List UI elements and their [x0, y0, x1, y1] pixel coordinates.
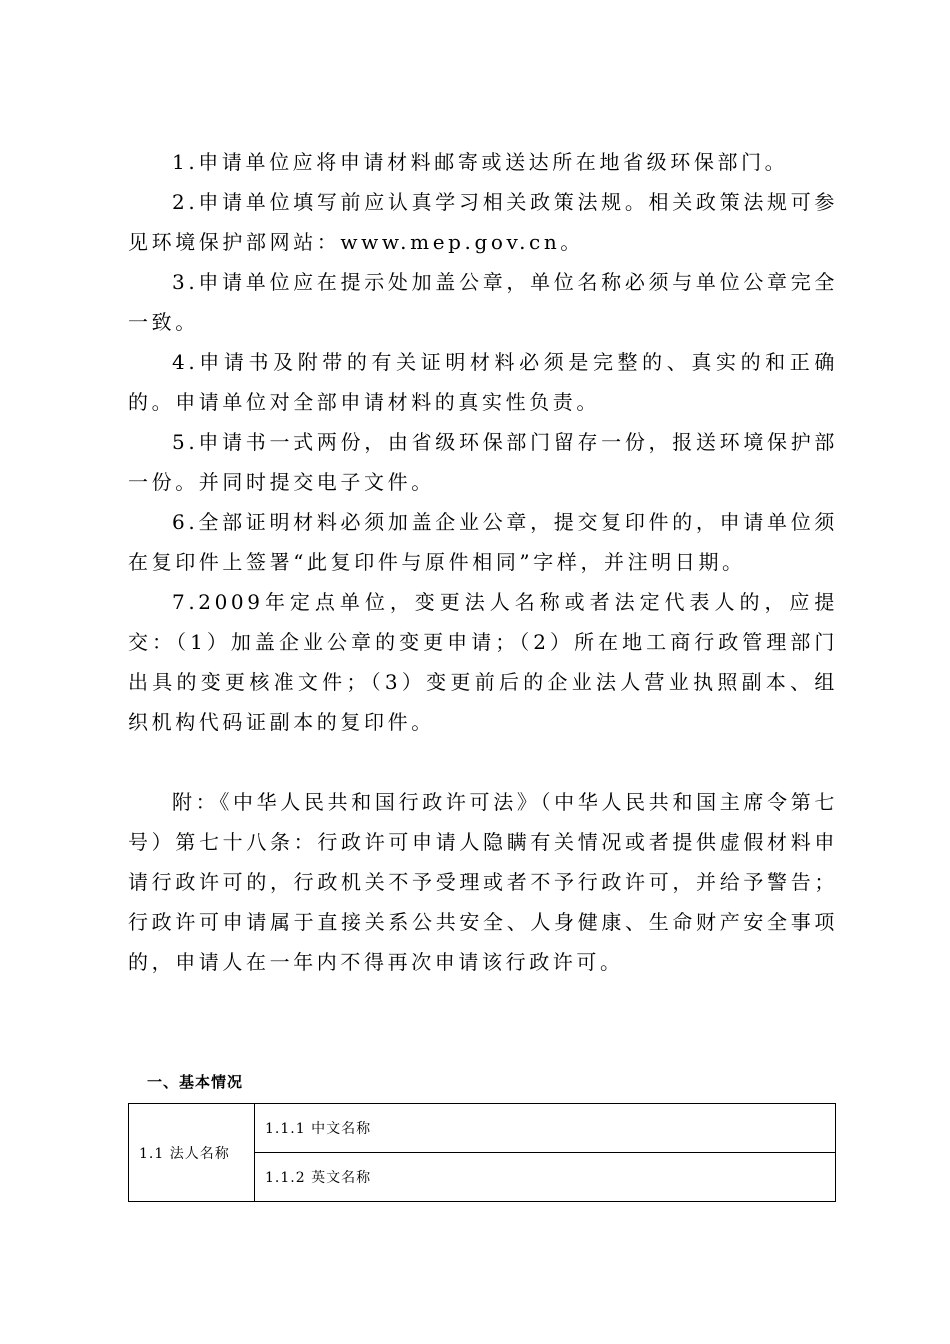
- note-1: 1.申请单位应将申请材料邮寄或送达所在地省级环保部门。: [172, 150, 789, 174]
- legal-name-label: 1.1 法人名称: [129, 1104, 255, 1202]
- note-5: 5.申请书一式两份，由省级环保部门留存一份，报送环境保护部一份。并同时提交电子文件。: [128, 430, 838, 494]
- basic-info-table: [128, 1103, 836, 1202]
- chinese-name-field[interactable]: 1.1.1 中文名称: [255, 1104, 836, 1153]
- note-6: 6.全部证明材料必须加盖企业公章，提交复印件的，申请单位须在复印件上签署“此复印件与原件相同”字样，并注明日期。: [128, 510, 838, 574]
- instructions-block: [128, 142, 838, 982]
- section-heading: 一、基本情况: [147, 1073, 244, 1091]
- table-row: [129, 1104, 836, 1153]
- note-2: 2.申请单位填写前应认真学习相关政策法规。相关政策法规可参见环境保护部网站：www.mep.gov.cn。: [128, 190, 838, 254]
- note-4: 4.申请书及附带的有关证明材料必须是完整的、真实的和正确的。申请单位对全部申请材料的真实性负责。: [128, 350, 838, 414]
- note-3: 3.申请单位应在提示处加盖公章，单位名称必须与单位公章完全一致。: [128, 270, 838, 334]
- note-7: 7.2009年定点单位，变更法人名称或者法定代表人的，应提交：（1）加盖企业公章的变更申请；（2）所在地工商行政管理部门出具的变更核准文件；（3）变更前后的企业法人营业执照副本、组织机构代码证副本的复印件。: [128, 590, 838, 734]
- english-name-field[interactable]: 1.1.2 英文名称: [255, 1153, 836, 1202]
- attachment-note: 附：《中华人民共和国行政许可法》（中华人民共和国主席令第七号）第七十八条：行政许可申请人隐瞒有关情况或者提供虚假材料申请行政许可的，行政机关不予受理或者不予行政许可，并给予警告；行政许可申请属于直接关系公共安全、人身健康、生命财产安全事项的，申请人在一年内不得再次申请该行政许可。: [128, 790, 838, 974]
